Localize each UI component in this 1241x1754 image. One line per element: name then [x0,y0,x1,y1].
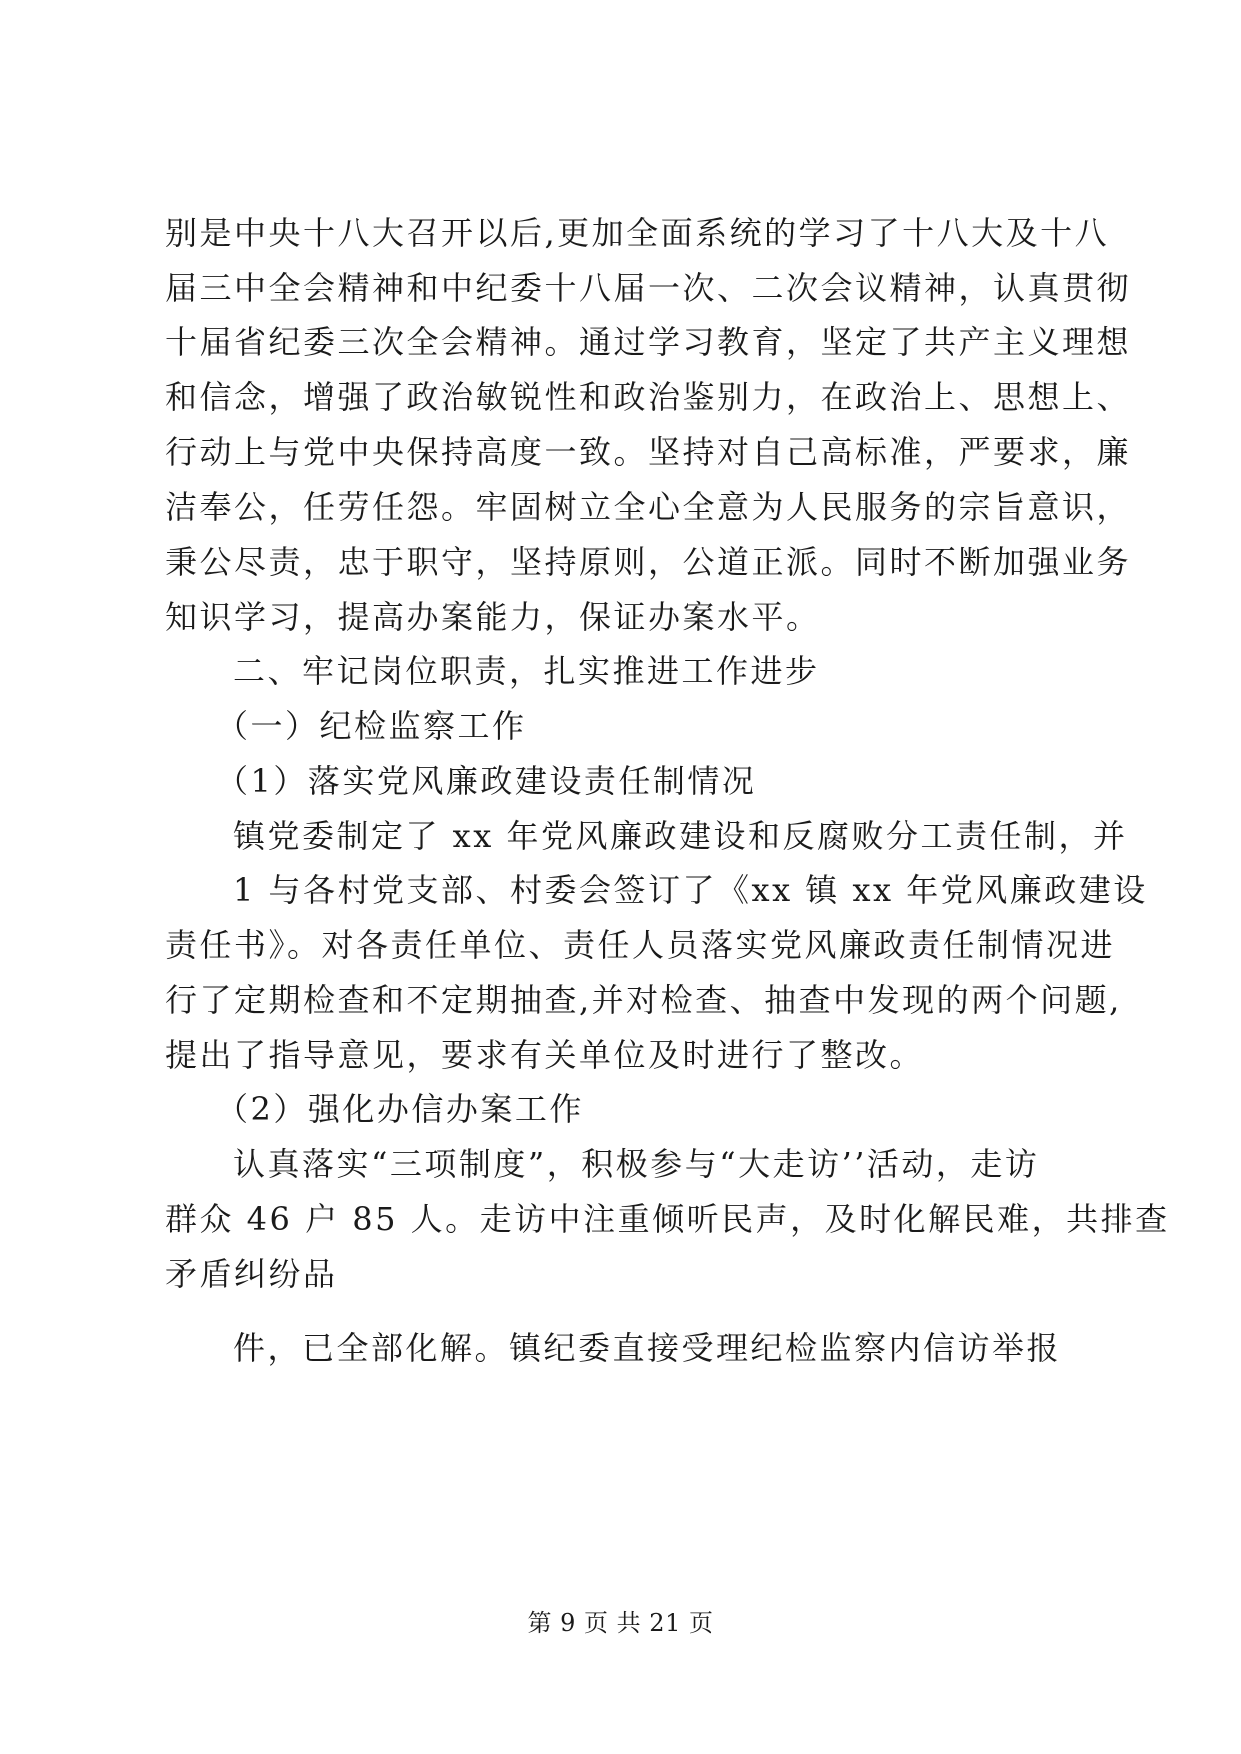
body-line: 1 与各村党支部、村委会签订了《xx 镇 xx 年党风廉政建设 [233,871,1148,909]
body-line: 别是中央十八大召开以后,更加全面系统的学习了十八大及十八 [165,214,1110,252]
item-heading: （1）落实党风廉政建设责任制情况 [216,762,757,800]
page-number-footer: 第 9 页 共 21 页 [527,1609,714,1637]
body-line: 秉公尽责，忠于职守，坚持原则，公道正派。同时不断加强业务 [165,543,1132,581]
section-heading: 二、牢记岗位职责，扎实推进工作进步 [233,652,820,690]
body-line: 行了定期检查和不定期抽查,并对检查、抽查中发现的两个问题, [165,981,1122,1019]
subsection-heading: （一）纪检监察工作 [216,707,527,745]
body-line: 提出了指导意见，要求有关单位及时进行了整改。 [165,1036,925,1074]
body-line: 件，已全部化解。镇纪委直接受理纪检监察内信访举报 [233,1329,1062,1367]
body-line: 知识学习，提高办案能力，保证办案水平。 [165,598,821,636]
body-line: 责任书》。对各责任单位、责任人员落实党风廉政责任制情况进 [165,926,1116,964]
body-line: 十届省纪委三次全会精神。通过学习教育，坚定了共产主义理想 [165,323,1132,361]
item-heading: （2）强化办信办案工作 [216,1090,584,1128]
body-line: 认真落实“三项制度”，积极参与“大走访’’活动，走访 [233,1145,1040,1183]
body-line: 洁奉公，任劳任怨。牢固树立全心全意为人民服务的宗旨意识， [165,488,1132,526]
body-line: 镇党委制定了 xx 年党风廉政建设和反腐败分工责任制，并 [233,817,1128,855]
body-line: 行动上与党中央保持高度一致。坚持对自己高标准，严要求，廉 [165,433,1132,471]
body-line: 届三中全会精神和中纪委十八届一次、二次会议精神，认真贯彻 [165,269,1132,307]
body-line: 矛盾纠纷品 [165,1255,338,1293]
body-line: 群众 46 户 85 人。走访中注重倾听民声，及时化解民难，共排查 [165,1200,1170,1238]
body-line: 和信念，增强了政治敏锐性和政治鉴别力，在政治上、思想上、 [165,378,1132,416]
